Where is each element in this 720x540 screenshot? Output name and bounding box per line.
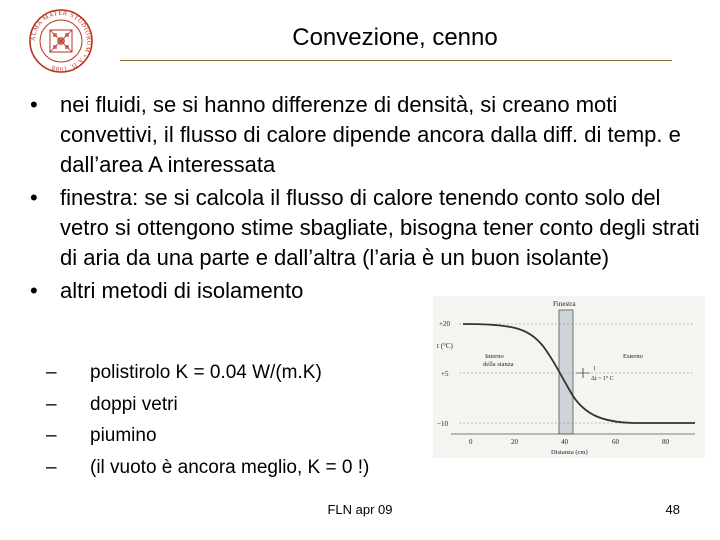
sub-bullet-text: piumino [90, 425, 157, 446]
bullet-text: nei fluidi, se si hanno differenze di densità, si creano moti convettivi, il flusso di calore dipende ancora dalla diff. di temp. e dall’area A interessata [60, 92, 681, 177]
x-tick-label: 60 [612, 438, 619, 446]
sub-bullet-dash: – [46, 456, 57, 478]
y-axis-label: t (°C) [437, 342, 453, 350]
y-tick-label: +20 [439, 320, 450, 328]
svg-text:ALMA MATER STUDIORUM • A.D. 10: ALMA MATER STUDIORUM • A.D. 1088 [29, 9, 93, 73]
bullet-item [28, 183, 710, 273]
sub-bullet-item [46, 389, 369, 421]
window-temperature-figure [433, 296, 705, 458]
sub-bullet-dash: – [46, 425, 57, 446]
y-tick-label: +5 [441, 370, 449, 378]
university-seal-logo [22, 8, 100, 74]
x-axis-label: Distanza (cm) [551, 449, 588, 456]
bullet-mark: • [30, 185, 38, 210]
sub-bullet-item [46, 452, 369, 484]
sub-bullet-list [46, 357, 369, 483]
footer-label: FLN apr 09 [327, 502, 393, 517]
outside-label: Esterno [623, 353, 643, 360]
bullet-list [28, 90, 708, 309]
delta-t-label: Δt ~ 1° C [591, 376, 614, 382]
bullet-mark: • [30, 92, 38, 117]
sub-bullet-text: (il vuoto è ancora meglio, K = 0 !) [90, 456, 370, 478]
sub-bullet-text: polistirolo K = 0.04 W/(m.K) [90, 362, 322, 383]
bullet-text: finestra: se si calcola il flusso di calore tenendo conto solo del vetro si ottengono stime sbagliate, bisogna tener conto degli strati di aria da una parte e dall’altra (l’aria è un buon isolante) [60, 185, 700, 270]
window-pane-band [559, 310, 573, 434]
bullet-mark: • [30, 278, 38, 303]
sub-bullet-text: doppi vetri [90, 393, 178, 415]
sub-bullet-dash: – [46, 362, 57, 383]
bullet-text: altri metodi di isolamento [60, 278, 304, 303]
title-divider [120, 60, 672, 61]
sub-bullet-item [46, 420, 369, 452]
delta-t-label-top: 1 [593, 366, 596, 372]
x-tick-label: 0 [469, 438, 473, 446]
page-number: 48 [665, 502, 680, 517]
bullet-item [28, 276, 460, 306]
y-tick-label: −10 [437, 420, 448, 428]
window-label: Finestra [553, 300, 576, 308]
x-tick-label: 20 [511, 438, 518, 446]
sub-bullet-dash: – [46, 393, 57, 415]
sub-bullet-item [46, 357, 369, 389]
inside-label: Interno [485, 353, 504, 360]
inside-label-line-2: della stanza [483, 361, 514, 368]
x-tick-label: 80 [662, 438, 669, 446]
bullet-item [28, 90, 720, 180]
x-tick-label: 40 [561, 438, 568, 446]
slide-title: Convezione, cenno [292, 24, 498, 51]
